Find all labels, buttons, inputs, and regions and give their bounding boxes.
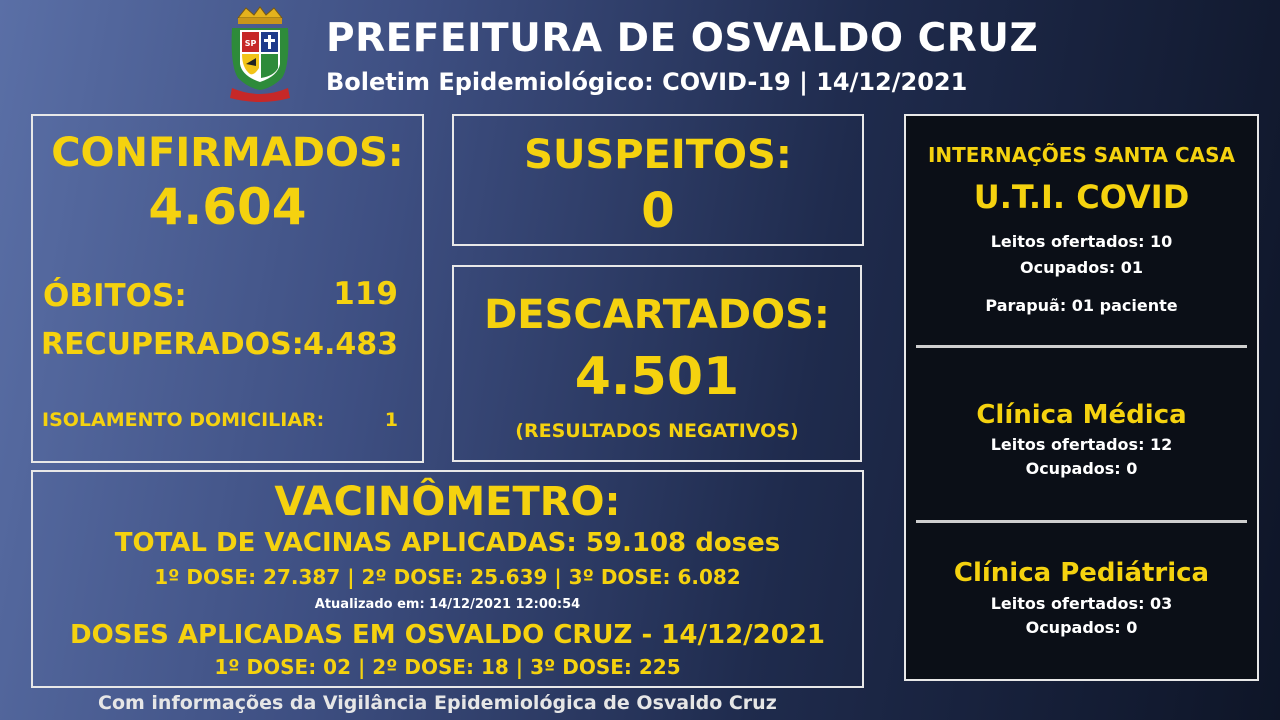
- pediatric-occupied: Ocupados: 0: [1025, 618, 1138, 637]
- discarded-label: DESCARTADOS:: [484, 292, 830, 338]
- vaccine-updated: Atualizado em: 14/12/2021 12:00:54: [314, 597, 581, 612]
- suspected-value: 0: [641, 183, 675, 239]
- clinic-occupied: Ocupados: 0: [1025, 459, 1138, 478]
- suspected-label: SUSPEITOS:: [524, 132, 792, 178]
- recovered-value: 4.483: [303, 327, 398, 362]
- crest-letters: SP: [244, 39, 257, 48]
- deaths-label: ÓBITOS:: [43, 278, 187, 314]
- local-doses: 1º DOSE: 02 | 2º DOSE: 18 | 3º DOSE: 225: [214, 655, 681, 679]
- isolation-value: 1: [384, 409, 398, 431]
- vaccine-doses: 1º DOSE: 27.387 | 2º DOSE: 25.639 | 3º DOSE: 6.082: [154, 565, 741, 589]
- pediatric-title: Clínica Pediátrica: [953, 558, 1210, 588]
- local-doses-title: DOSES APLICADAS EM OSVALDO CRUZ - 14/12/2021: [69, 620, 826, 650]
- clinic-beds: Leitos ofertados: 12: [990, 435, 1173, 454]
- page-subtitle: Boletim Epidemiológico: COVID-19 | 14/12/2021: [326, 68, 968, 96]
- city-crest: [228, 6, 292, 106]
- uti-beds: Leitos ofertados: 10: [990, 232, 1173, 251]
- confirmed-label: CONFIRMADOS:: [51, 130, 404, 176]
- deaths-value: 119: [333, 276, 398, 312]
- section-divider: [916, 520, 1247, 523]
- vaccine-total: TOTAL DE VACINAS APLICADAS: 59.108 doses: [114, 528, 781, 558]
- confirmed-panel: [31, 114, 424, 463]
- uti-note: Parapuã: 01 paciente: [985, 296, 1178, 315]
- suspected-panel: [452, 114, 864, 246]
- uti-occupied: Ocupados: 01: [1020, 258, 1143, 277]
- discarded-value: 4.501: [574, 347, 740, 407]
- recovered-label: RECUPERADOS:: [41, 327, 304, 362]
- uti-title: U.T.I. COVID: [973, 178, 1190, 216]
- vaccine-panel: [31, 470, 864, 688]
- confirmed-value: 4.604: [148, 178, 307, 236]
- section-divider: [916, 345, 1247, 348]
- hospital-panel: [904, 114, 1259, 681]
- page-title: PREFEITURA DE OSVALDO CRUZ: [326, 16, 1039, 61]
- hospital-title: INTERNAÇÕES SANTA CASA: [927, 143, 1235, 167]
- discarded-panel: [452, 265, 862, 462]
- pediatric-beds: Leitos ofertados: 03: [990, 594, 1173, 613]
- clinic-title: Clínica Médica: [976, 400, 1187, 430]
- discarded-note: (RESULTADOS NEGATIVOS): [515, 420, 799, 442]
- vaccine-title: VACINÔMETRO:: [274, 479, 621, 525]
- footer-source: Com informações da Vigilância Epidemiológica de Osvaldo Cruz: [98, 692, 777, 714]
- isolation-label: ISOLAMENTO DOMICILIAR:: [42, 409, 325, 431]
